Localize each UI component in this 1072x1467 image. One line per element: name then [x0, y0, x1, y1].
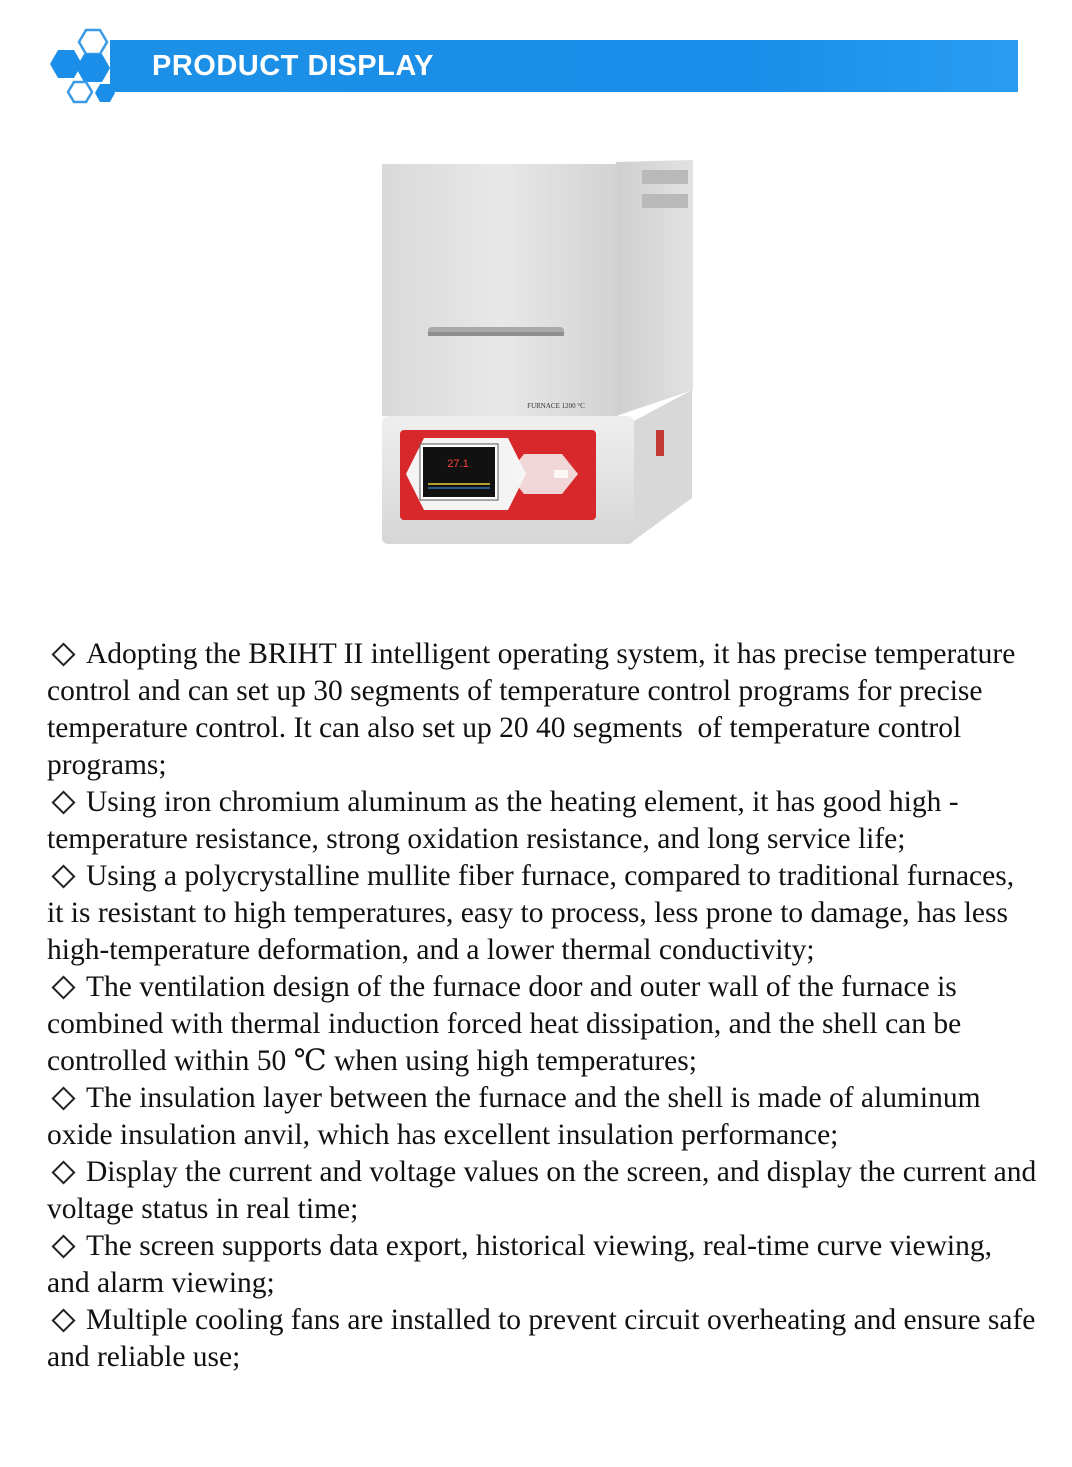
furnace-label: FURNACE 1200 °C: [527, 402, 585, 410]
section-header: [40, 26, 1020, 110]
feature-text: The ventilation design of the furnace door and outer wall of the furnace is combined with thermal induction forced heat dissipation, and the shell can be controlled within 50 ℃ when using high temperatures;: [47, 971, 962, 1077]
feature-text: The screen supports data export, historical viewing, real-time curve viewing, and alarm viewing;: [47, 1230, 993, 1299]
diamond-outline-icon: [51, 865, 75, 889]
feature-item: [47, 1080, 1037, 1154]
diamond-outline-icon: [51, 976, 75, 1000]
feature-text: Using iron chromium aluminum as the heating element, it has good high -temperature resistance, strong oxidation resistance, and long service life;: [47, 786, 959, 855]
diamond-outline-icon: [51, 643, 75, 667]
diamond-outline-icon: [51, 1161, 75, 1185]
feature-item: [47, 1154, 1037, 1228]
furnace-illustration: [286, 110, 796, 620]
diamond-outline-icon: [51, 1309, 75, 1333]
feature-text: The insulation layer between the furnace and the shell is made of aluminum oxide insulation anvil, which has excellent insulation performance;: [47, 1082, 981, 1151]
screen-value: 27.1: [447, 458, 469, 470]
feature-text: Multiple cooling fans are installed to prevent circuit overheating and ensure safe and reliable use;: [47, 1304, 1036, 1373]
page-title: PRODUCT DISPLAY: [152, 50, 434, 82]
feature-list: [47, 636, 1037, 1376]
feature-item: [47, 858, 1037, 969]
feature-item: [47, 1302, 1037, 1376]
diamond-outline-icon: [51, 1235, 75, 1259]
feature-item: [47, 784, 1037, 858]
feature-item: [47, 969, 1037, 1080]
product-image: [286, 110, 796, 620]
diamond-outline-icon: [51, 791, 75, 815]
feature-item: [47, 1228, 1037, 1302]
feature-item: [47, 636, 1037, 784]
diamond-outline-icon: [51, 1087, 75, 1111]
feature-text: Adopting the BRIHT II intelligent operating system, it has precise temperature control and can set up 30 segments of temperature control programs for precise temperature control. It can also set up 20 40 segments of temperature control programs;: [47, 638, 1016, 781]
feature-text: Using a polycrystalline mullite fiber furnace, compared to traditional furnaces, it is resistant to high temperatures, easy to process, less prone to damage, has less high-temperature deformation, and a lower thermal conductivity;: [47, 860, 1015, 966]
feature-text: Display the current and voltage values on the screen, and display the current and voltage status in real time;: [47, 1156, 1037, 1225]
